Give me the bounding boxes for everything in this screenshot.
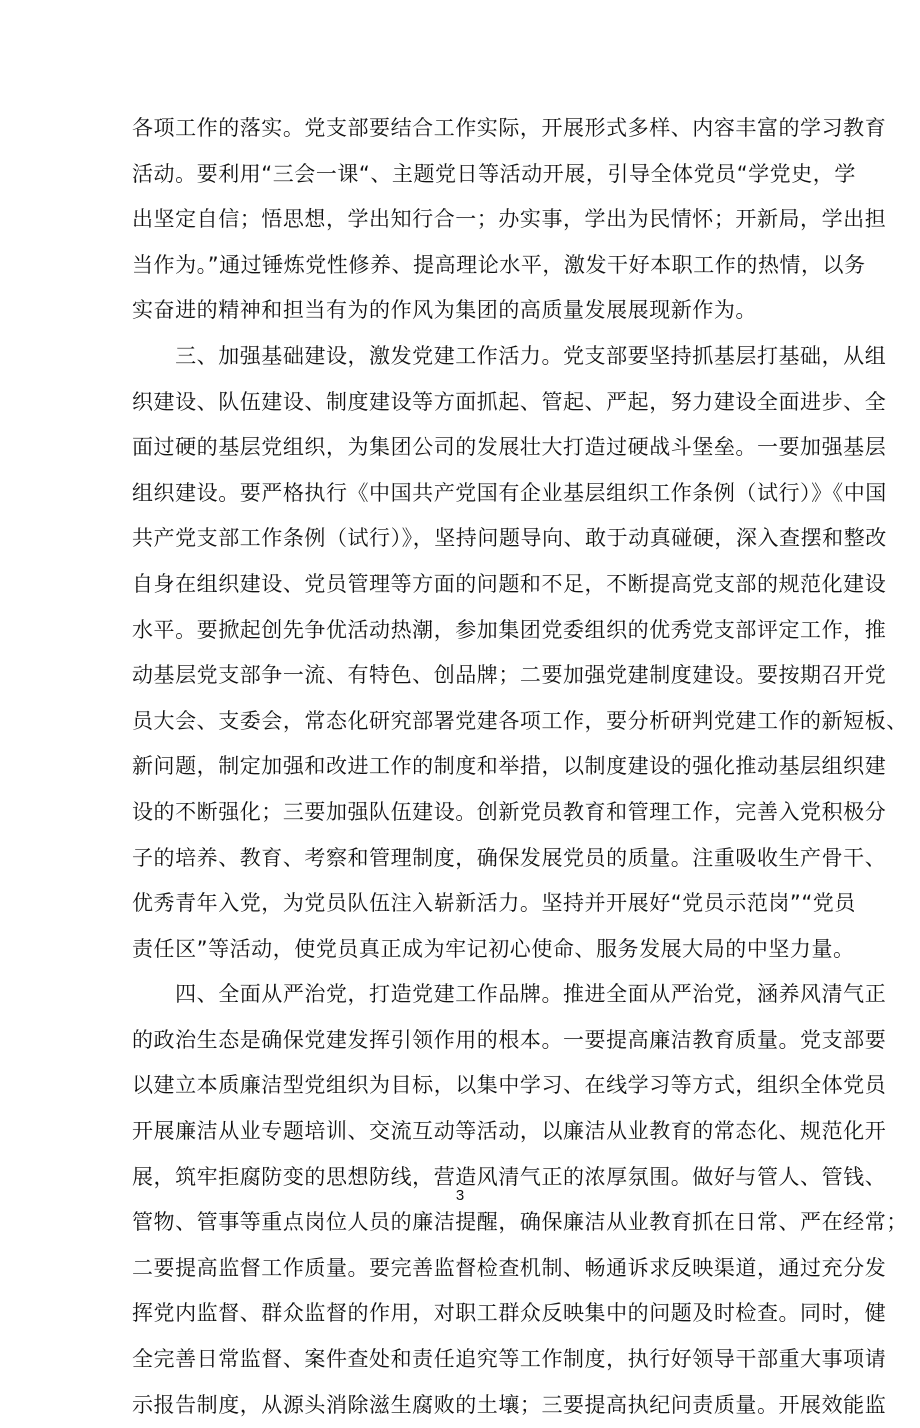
text-line: 展，筑牢拒腐防变的思想防线，营造风清气正的浓厚氛围。做好与管人、管钱、 bbox=[132, 1164, 887, 1189]
text-line: 织建设、队伍建设、制度建设等方面抓起、管起、严起，努力建设全面进步、全 bbox=[132, 389, 887, 414]
text-line: 示报告制度，从源头消除滋生腐败的土壤；三要提高执纪问责质量。开展效能监 bbox=[132, 1392, 887, 1417]
text-line: 三、加强基础建设，激发党建工作活力。党支部要坚持抓基层打基础，从组 bbox=[132, 343, 887, 368]
text-line: 自身在组织建设、党员管理等方面的问题和不足，不断提高党支部的规范化建设 bbox=[132, 571, 887, 596]
text-line: 实奋进的精神和担当有为的作风为集团的高质量发展展现新作为。 bbox=[132, 298, 757, 323]
text-line: 水平。要掀起创先争优活动热潮，参加集团党委组织的优秀党支部评定工作，推 bbox=[132, 617, 887, 642]
text-line: 活动。要利用“三会一课“、主题党日等活动开展，引导全体党员“学党史，学 bbox=[132, 161, 856, 186]
text-line: 设的不断强化；三要加强队伍建设。创新党员教育和管理工作，完善入党积极分 bbox=[132, 799, 887, 824]
text-line: 新问题，制定加强和改进工作的制度和举措，以制度建设的强化推动基层组织建 bbox=[132, 754, 887, 779]
text-line: 共产党支部工作条例（试行）》，坚持问题导向、敢于动真碰硬，深入查摆和整改 bbox=[132, 526, 887, 551]
text-line: 优秀青年入党，为党员队伍注入崭新活力。坚持并开展好“党员示范岗”“党员 bbox=[132, 891, 856, 916]
text-line: 管物、管事等重点岗位人员的廉洁提醒，确保廉洁从业教育抓在日常、严在经常； bbox=[132, 1210, 908, 1235]
text-line: 当作为。”通过锤炼党性修养、提高理论水平，激发干好本职工作的热情，以务 bbox=[132, 252, 866, 277]
text-line: 挥党内监督、群众监督的作用，对职工群众反映集中的问题及时检查。同时，健 bbox=[132, 1301, 887, 1326]
page-number: 3 bbox=[455, 1187, 465, 1204]
text-line: 的政治生态是确保党建发挥引领作用的根本。一要提高廉洁教育质量。党支部要 bbox=[132, 1027, 887, 1052]
text-line: 员大会、支委会，常态化研究部署党建各项工作，要分析研判党建工作的新短板、 bbox=[132, 708, 908, 733]
text-line: 四、全面从严治党，打造党建工作品牌。推进全面从严治党，涵养风清气正 bbox=[132, 982, 887, 1007]
text-line: 开展廉洁从业专题培训、交流互动等活动，以廉洁从业教育的常态化、规范化开 bbox=[132, 1119, 887, 1144]
body-text bbox=[132, 106, 908, 1428]
text-line: 面过硬的基层党组织，为集团公司的发展壮大打造过硬战斗堡垒。一要加强基层 bbox=[132, 435, 887, 460]
text-line: 动基层党支部争一流、有特色、创品牌；二要加强党建制度建设。要按期召开党 bbox=[132, 663, 887, 688]
text-line: 责任区”等活动，使党员真正成为牢记初心使命、服务发展大局的中坚力量。 bbox=[132, 936, 855, 961]
text-line: 二要提高监督工作质量。要完善监督检查机制、畅通诉求反映渠道，通过充分发 bbox=[132, 1255, 887, 1280]
text-line: 组织建设。要严格执行《中国共产党国有企业基层组织工作条例（试行）》《中国 bbox=[132, 480, 887, 505]
text-line: 以建立本质廉洁型党组织为目标，以集中学习、在线学习等方式，组织全体党员 bbox=[132, 1073, 887, 1098]
text-line: 出坚定自信；悟思想，学出知行合一；办实事，学出为民情怀；开新局，学出担 bbox=[132, 207, 887, 232]
text-line: 各项工作的落实。党支部要结合工作实际，开展形式多样、内容丰富的学习教育 bbox=[132, 116, 887, 140]
text-line: 全完善日常监督、案件查处和责任追究等工作制度，执行好领导干部重大事项请 bbox=[132, 1347, 887, 1372]
text-line: 子的培养、教育、考察和管理制度，确保发展党员的质量。注重吸收生产骨干、 bbox=[132, 845, 887, 870]
